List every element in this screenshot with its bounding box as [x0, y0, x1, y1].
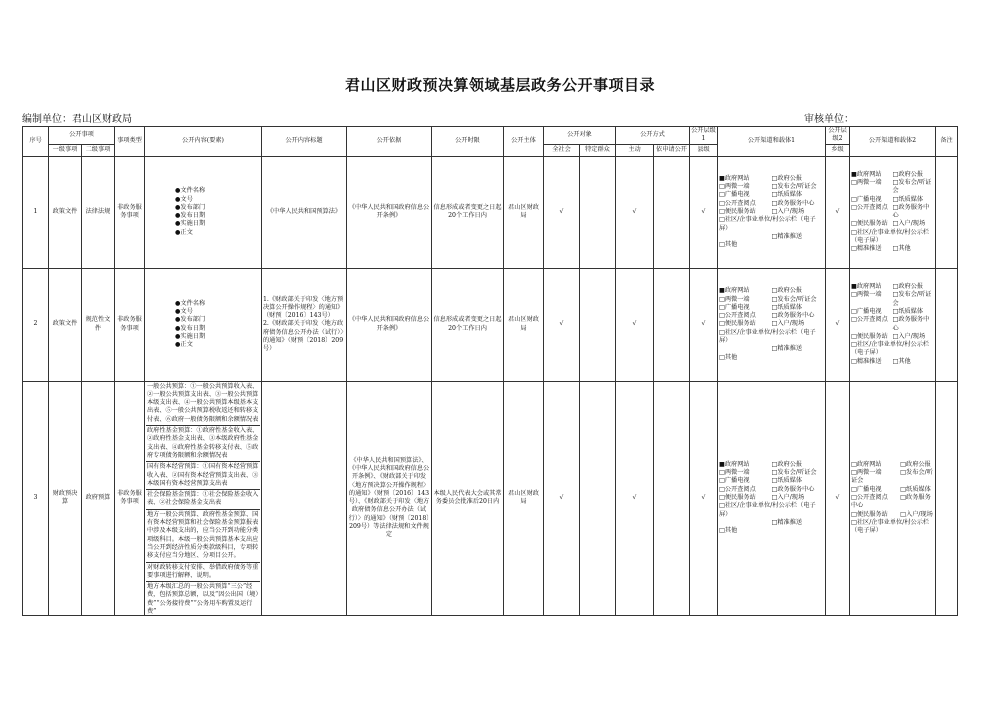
- channel-option: □广播电视: [851, 308, 882, 315]
- row-time: 本级人民代表大会或其常务委员会批准后20日内: [432, 381, 504, 615]
- channel-option: □公开查阅点: [719, 312, 756, 320]
- channel-option: □政务服务中心: [892, 316, 930, 332]
- channel-option: □其他: [719, 241, 738, 249]
- channel-option: [719, 519, 772, 527]
- channel-option: □政府公报: [771, 287, 803, 295]
- row-township: √: [826, 268, 850, 381]
- header-mode: 公开方式: [616, 127, 690, 145]
- channel-option: [719, 233, 772, 241]
- row-remark: [936, 381, 958, 615]
- compiling-unit: 编制单位：君山区财政局: [22, 114, 132, 125]
- channel-option: □社区/企事业单位/村公示栏（电子屏）: [719, 502, 816, 518]
- header-seq: 序号: [23, 127, 49, 157]
- element-part: 一般公共预算：①一般公共预算收入表、②一般公共预算支出表、③一般公共预算本级支出表、④一般公共预算本级基本支出表、⑤一般公共预算税收返还和转移支付表、⑥政府一般债务限额和余额情况表: [146, 382, 260, 426]
- row-active: √: [616, 381, 654, 615]
- channel-option: [719, 345, 772, 353]
- row-subject: 君山区财政局: [504, 268, 544, 381]
- channel-option: □入户/现场: [771, 207, 805, 215]
- channel-option: □政府公报: [892, 283, 924, 291]
- channel-option: □便民服务站: [719, 493, 756, 501]
- channel-option: □其他: [892, 357, 911, 365]
- row-type: 非政务服务事项: [115, 268, 145, 381]
- channel-option: ■政府网站: [851, 283, 882, 291]
- channel-option: □公开查阅点: [719, 485, 756, 493]
- header-target: 公开对象: [544, 127, 616, 145]
- row-elements: ●文件名称 ●文号 ●发布部门 ●发布日期 ●实施日期 ●正文: [145, 268, 262, 381]
- element-part: 地方一般公共预算、政府性基金预算、国有资本经营预算和社会保险基金预算报表中涉及本级支出的，应当公开到功能分类项级科目。本级一般公共预算基本支出应当公开到经济性质分类款级科目，专项转移支付应当分地区、分项目公开。: [146, 510, 260, 563]
- channel-option: □发布会/听证会: [771, 183, 817, 191]
- channel-option: □两微一端: [851, 178, 882, 186]
- header-lv1: 一级事项: [49, 144, 82, 156]
- header-apply: 依申请公开: [654, 144, 690, 156]
- header-subject: 公开主体: [504, 127, 544, 157]
- row-subject: 君山区财政局: [504, 156, 544, 268]
- channel-option: □两微一端: [719, 183, 750, 191]
- channel-option: □政务服务中心: [771, 199, 815, 207]
- channel-option: ■政府网站: [719, 174, 750, 182]
- table-row: [23, 268, 958, 381]
- channel-option: □广播电视: [719, 303, 750, 311]
- channel-option: □两微一端: [851, 291, 882, 299]
- page-title: 君山区财政预决算领域基层政务公开事项目录: [344, 76, 655, 94]
- channel-option: ■政府网站: [851, 170, 882, 178]
- channel-option: □广播电视: [719, 477, 750, 485]
- header-remark: 备注: [936, 127, 958, 157]
- channel-option: □纸质媒体: [771, 477, 803, 485]
- channel-option: □发布会/听证会: [892, 291, 932, 307]
- header-level1: 公开层级1: [691, 127, 716, 143]
- channel-option: □政务服务中心: [892, 203, 930, 220]
- row-elements: [145, 381, 262, 615]
- row-channels1: [718, 381, 826, 615]
- row-county: √: [690, 156, 718, 268]
- row-basis: 《中华人民共和国政府信息公开条例》: [347, 156, 432, 268]
- row-channels1: [718, 268, 826, 381]
- channel-option: □其他: [719, 353, 738, 361]
- channel-option: □政府公报: [892, 170, 924, 178]
- channel-option: □公开查阅点: [719, 199, 756, 207]
- row-remark: [936, 156, 958, 268]
- channel-option: ■政府网站: [719, 460, 750, 468]
- row-type: 非政务服务事项: [115, 381, 145, 615]
- channel-option: □发布会/听证会: [771, 295, 817, 303]
- row-channels2: [850, 156, 936, 268]
- channel-option: ■政府网站: [719, 287, 750, 295]
- channel-option: □精准推送: [771, 518, 803, 526]
- row-time: 信息形成或者变更之日起20个工作日内: [432, 156, 504, 268]
- channel-option: □发布会/听证会: [771, 469, 817, 477]
- row-lv2: 政府预算: [82, 381, 115, 615]
- row-lv1: 财政预决算: [49, 381, 82, 615]
- header-time: 公开时限: [432, 127, 504, 157]
- channel-option: □社区/企事业单位/村公示栏（电子屏）: [851, 228, 930, 244]
- row-remark: [936, 268, 958, 381]
- row-all: √: [544, 268, 580, 381]
- channel-option: □政府公报: [771, 174, 803, 182]
- channel-option: □政务服务中心: [771, 485, 815, 493]
- header-county: 县级: [690, 144, 718, 156]
- header-matter: 公开事项: [49, 127, 115, 145]
- element-part: 社会保险基金预算：①社会保险基金收入表、②社会保险基金支出表: [146, 490, 260, 510]
- channel-option: □入户/现场: [892, 220, 926, 228]
- row-type: 非政务服务事项: [115, 156, 145, 268]
- row-content-title: 1.《财政部关于印发〈地方预决算公开操作规程〉的通知》（财预〔2016〕143号） 2.《财政部关于印发〈地方政府债务信息公开办法（试行）〉的通知》（财预〔2018〕209号）: [262, 268, 347, 381]
- element-part: 地方本级汇总的一般公共预算“三公”经费，包括预算总额，以及“因公出国（境）费”“公务接待费”“公务用车购置及运行费”: [147, 583, 259, 615]
- table-row: [23, 381, 958, 615]
- channel-option: □政务服务中心: [771, 312, 815, 320]
- channel-option: □便民服务站: [719, 207, 756, 215]
- row-subject: 君山区财政局: [504, 381, 544, 615]
- channel-option: □两微一端: [719, 295, 750, 303]
- row-apply: [654, 156, 690, 268]
- channel-option: □社区/企事业单位/村公示栏（电子屏）: [719, 328, 816, 345]
- channel-option: □纸质媒体: [771, 191, 803, 199]
- row-active: √: [616, 268, 654, 381]
- header-lv2: 二级事项: [82, 144, 115, 156]
- channel-option: □其他: [719, 527, 738, 535]
- row-all: √: [544, 156, 580, 268]
- channel-option: □两微一端: [719, 469, 750, 477]
- row-lv1: 政策文件: [49, 268, 82, 381]
- reviewing-unit: 审核单位：: [804, 114, 854, 125]
- row-elements: ●文件名称 ●文号 ●发布部门 ●发布日期 ●实施日期 ●正文: [145, 156, 262, 268]
- row-content-title: [262, 381, 347, 615]
- element-part: 国有资本经营预算：①国有资本经营预算收入表、②国有资本经营预算支出表、③本级国有资本经营预算支出表: [146, 462, 260, 490]
- row-lv1: 政策文件: [49, 156, 82, 268]
- channel-option: □便民服务站: [851, 220, 888, 228]
- channel-option: □精准推送: [771, 232, 803, 240]
- row-county: √: [690, 268, 718, 381]
- header-all: 全社会: [544, 144, 580, 156]
- row-active: √: [616, 156, 654, 268]
- row-seq: 2: [23, 268, 49, 381]
- header-township: 乡级: [826, 144, 850, 156]
- header-content: 公开内容(要素): [145, 127, 262, 157]
- channel-option: □入户/现场: [892, 332, 926, 340]
- row-seq: 3: [23, 381, 49, 615]
- header-active: 主动: [616, 144, 654, 156]
- table-row: [23, 156, 958, 268]
- element-part: 政府性基金预算：①政府性基金收入表、②政府性基金支出表、③本级政府性基金支出表、④政府性基金转移支付表、⑤政府专项债务限额和余额情况表: [146, 426, 260, 462]
- channel-option: □广播电视: [719, 191, 750, 199]
- row-channels2: [850, 268, 936, 381]
- channel-option: □政府公报: [771, 460, 803, 468]
- channel-option: □精准推送: [851, 245, 882, 253]
- channel-option: □便民服务站: [851, 332, 888, 340]
- row-apply: [654, 268, 690, 381]
- channel-option: □社区/企事业单位/村公示栏（电子屏）: [719, 216, 816, 232]
- channel-option: □发布会/听证会: [892, 178, 932, 195]
- channel-option: □入户/现场: [771, 493, 805, 501]
- header-content-title: 公开内容标题: [262, 127, 347, 157]
- header-channel2: 公开渠道和载体2: [850, 127, 936, 157]
- channel-option: □纸质媒体: [892, 308, 924, 315]
- header-level2: 公开层级2: [826, 127, 850, 145]
- channel-option: □广播电视: [851, 195, 882, 203]
- row-specific: [580, 381, 616, 615]
- row-township: √: [826, 156, 850, 268]
- channel-option: □精准推送: [851, 357, 882, 365]
- row-township: √: [826, 381, 850, 615]
- header-basis: 公开依据: [347, 127, 432, 157]
- element-part: 对财政转移支付安排、举借政府债务等重要事项进行解释、说明。: [146, 563, 260, 583]
- header-specific: 特定群众: [580, 144, 616, 156]
- channel-option: □纸质媒体: [771, 303, 803, 311]
- header-type: 事项类型: [115, 127, 145, 157]
- row-specific: [580, 156, 616, 268]
- row-apply: [654, 381, 690, 615]
- channel-option: □便民服务站: [719, 320, 756, 328]
- row-basis: 《中华人民共和国政府信息公开条例》: [347, 268, 432, 381]
- row-seq: 1: [23, 156, 49, 268]
- row-specific: [580, 268, 616, 381]
- row-county: √: [690, 381, 718, 615]
- row-basis: 《中华人民共和国预算法》、《中华人民共和国政府信息公开条例》、《财政部关于印发〈地方预决算公开操作规程〉的通知》（财预〔2016〕143号）、《财政部关于印发〈地方政府债务信息公开办法（试行）〉的通知》（财预〔2018〕209号）等法律法规和文件规定: [347, 381, 432, 615]
- row-content-title: 《中华人民共和国预算法》: [262, 156, 347, 268]
- header-channel1: 公开渠道和载体1: [718, 127, 826, 157]
- disclosure-table: [22, 126, 958, 616]
- channel-option: □其他: [892, 245, 911, 253]
- channel-option: □社区/企事业单位/村公示栏（电子屏）: [851, 341, 930, 357]
- row-all: √: [544, 381, 580, 615]
- row-time: 信息形成或者变更之日起20个工作日内: [432, 268, 504, 381]
- row-channels2: □政府网站 □政府公报 □两微一端 □发布会/听证会 □广播电视 □纸质媒体 □公开查阅点 □政务服务中心 □便民服务站 □入户/现场 □社区/企事业单位/村公示栏（电子屏）: [850, 381, 936, 615]
- channel-option: □公开查阅点: [851, 316, 888, 324]
- channel-option: □入户/现场: [771, 320, 805, 328]
- channel-option: □公开查阅点: [851, 203, 888, 211]
- row-lv2: 规范性文件: [82, 268, 115, 381]
- channel-option: □精准推送: [771, 345, 803, 353]
- channel-option: □纸质媒体: [892, 195, 924, 203]
- row-lv2: 法律法规: [82, 156, 115, 268]
- row-channels1: [718, 156, 826, 268]
